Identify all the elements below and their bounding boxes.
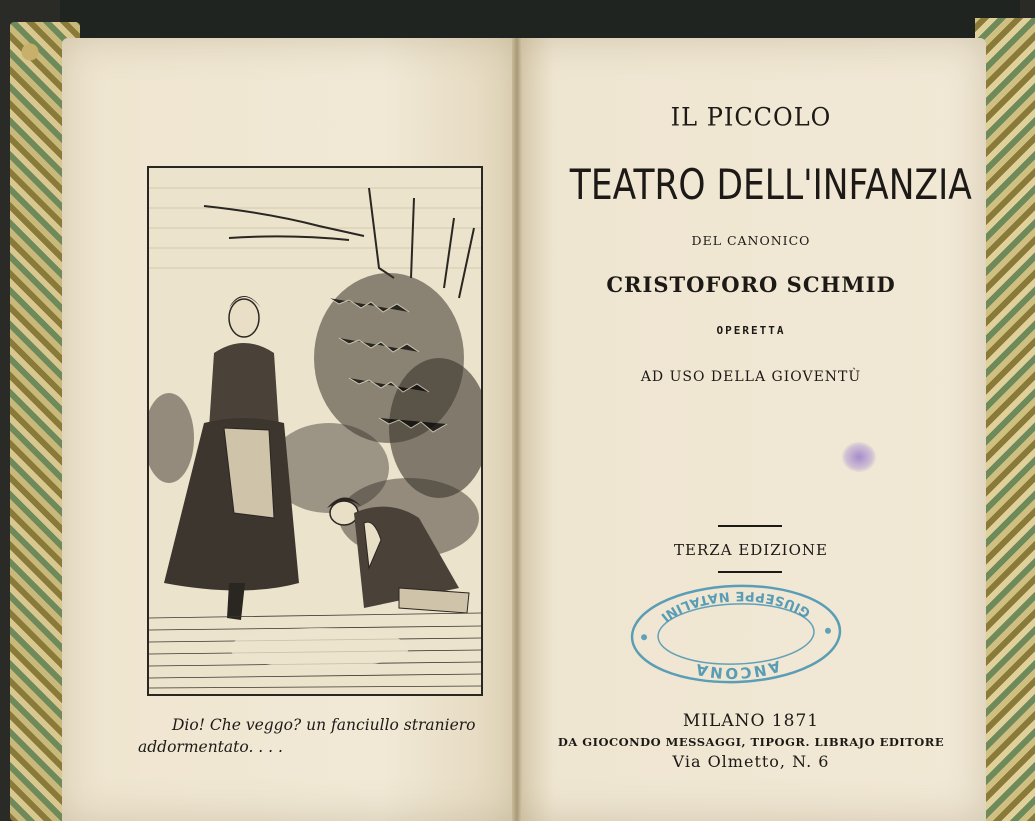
publisher-line: DA GIOCONDO MESSAGGI, TIPOGR. LIBRAJO EDITORE	[557, 735, 945, 749]
frontispiece-caption	[138, 714, 508, 758]
divider-rule-bottom	[718, 571, 782, 573]
author-name: CRISTOFORO SCHMID	[606, 272, 896, 297]
caption-line-1: Dio! Che veggo? un fanciullo straniero	[172, 716, 476, 734]
caption-line-2: addormentato. . . .	[138, 738, 283, 756]
stamp-outer-text: GIUSEPPE NATALINI	[656, 587, 814, 625]
publisher-address: Via Olmetto, N. 6	[672, 752, 830, 771]
edition-label: TERZA EDIZIONE	[674, 541, 828, 559]
book-background-top	[60, 0, 1020, 40]
audience-line: AD USO DELLA GIOVENTÙ	[640, 369, 862, 385]
main-title: TEATRO DELL'INFANZIA	[569, 160, 972, 209]
ink-stain	[842, 442, 876, 472]
city-year: MILANO 1871	[682, 711, 820, 731]
by-line: DEL CANONICO	[691, 233, 811, 248]
right-page	[516, 38, 986, 821]
small-title: IL PICCOLO	[670, 102, 832, 132]
library-stamp	[626, 578, 845, 689]
frontispiece-engraving	[147, 166, 483, 696]
divider-rule-top	[718, 525, 782, 527]
genre-label: OPERETTA	[716, 324, 786, 337]
stamp-inner-text: ANCONA	[692, 656, 783, 683]
book-gutter	[512, 38, 522, 821]
